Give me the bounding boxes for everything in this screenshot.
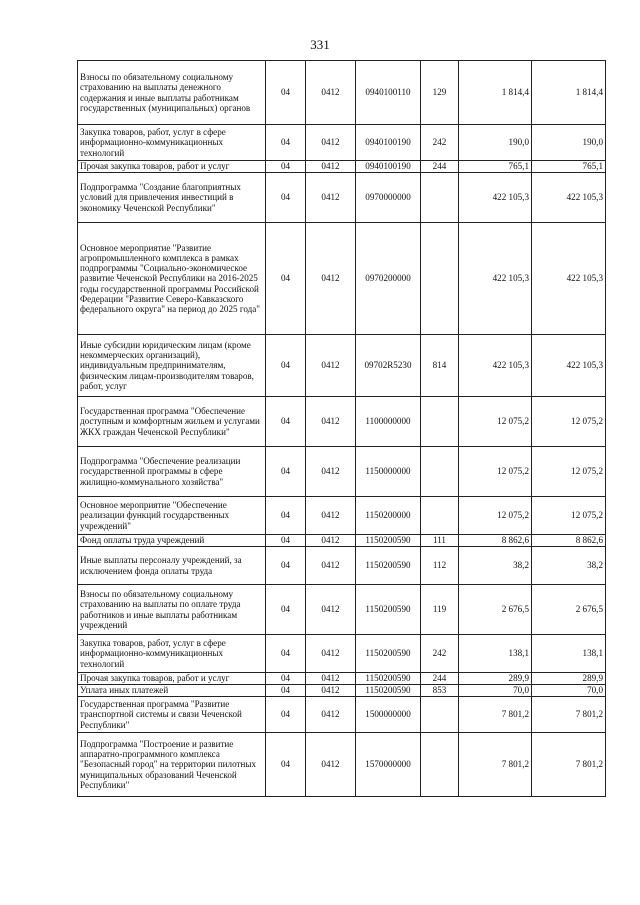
section-code-cell: 04 (266, 547, 306, 585)
subsection-code-cell: 0412 (306, 497, 356, 535)
amount-cell: 38,2 (532, 547, 606, 585)
expense-name-cell: Иные выплаты персоналу учреждений, за исключением фонда оплаты труда (78, 547, 266, 585)
table-row (78, 685, 606, 697)
expense-name-cell: Прочая закупка товаров, работ и услуг (78, 673, 266, 685)
target-article-cell: 1150200590 (356, 685, 421, 697)
amount-cell: 12 075,2 (459, 447, 532, 497)
amount-cell: 765,1 (459, 161, 532, 173)
amount-cell: 765,1 (532, 161, 606, 173)
expense-type-cell: 244 (421, 673, 459, 685)
target-article-cell: 1500000000 (356, 697, 421, 733)
section-code-cell: 04 (266, 673, 306, 685)
amount-cell: 422 105,3 (532, 173, 606, 223)
section-code-cell: 04 (266, 585, 306, 635)
expense-name-cell: Основное мероприятие "Обеспечение реализации функций государственных учреждений" (78, 497, 266, 535)
target-article-cell: 0940100190 (356, 161, 421, 173)
subsection-code-cell: 0412 (306, 535, 356, 547)
subsection-code-cell: 0412 (306, 61, 356, 125)
amount-cell: 70,0 (532, 685, 606, 697)
subsection-code-cell: 0412 (306, 173, 356, 223)
amount-cell: 190,0 (532, 125, 606, 161)
expense-name-cell: Взносы по обязательному социальному страхованию на выплаты денежного содержания и иные выплаты работникам государственных (муниципальных) органов (78, 61, 266, 125)
subsection-code-cell: 0412 (306, 125, 356, 161)
amount-cell: 138,1 (459, 635, 532, 673)
amount-cell: 422 105,3 (459, 173, 532, 223)
target-article-cell: 1150200590 (356, 673, 421, 685)
expense-type-cell: 111 (421, 535, 459, 547)
amount-cell: 138,1 (532, 635, 606, 673)
subsection-code-cell: 0412 (306, 585, 356, 635)
table-row (78, 535, 606, 547)
section-code-cell: 04 (266, 223, 306, 335)
amount-cell: 1 814,4 (532, 61, 606, 125)
target-article-cell: 0940100110 (356, 61, 421, 125)
amount-cell: 12 075,2 (532, 397, 606, 447)
expense-name-cell: Подпрограмма "Обеспечение реализации государственной программы в сфере жилищно-коммунального хозяйства" (78, 447, 266, 497)
amount-cell: 38,2 (459, 547, 532, 585)
section-code-cell: 04 (266, 535, 306, 547)
target-article-cell: 0970000000 (356, 173, 421, 223)
amount-cell: 422 105,3 (532, 223, 606, 335)
subsection-code-cell: 0412 (306, 447, 356, 497)
amount-cell: 7 801,2 (459, 733, 532, 797)
expense-type-cell (421, 447, 459, 497)
table-row (78, 161, 606, 173)
section-code-cell: 04 (266, 685, 306, 697)
table-row (78, 61, 606, 125)
section-code-cell: 04 (266, 497, 306, 535)
section-code-cell: 04 (266, 335, 306, 397)
target-article-cell: 0940100190 (356, 125, 421, 161)
expense-type-cell: 244 (421, 161, 459, 173)
subsection-code-cell: 0412 (306, 547, 356, 585)
expense-name-cell: Основное мероприятие "Развитие агропромышленного комплекса в рамках подпрограммы "Социально-экономическое развитие Чеченской Республики на 2016-2025 годы государственной программы Российской Федерации "Развитие Северо-Кавказского федерального округа" на период до 2025 года" (78, 223, 266, 335)
section-code-cell: 04 (266, 697, 306, 733)
target-article-cell: 1570000000 (356, 733, 421, 797)
table-row (78, 397, 606, 447)
amount-cell: 8 862,6 (532, 535, 606, 547)
target-article-cell: 1150200590 (356, 585, 421, 635)
expense-name-cell: Прочая закупка товаров, работ и услуг (78, 161, 266, 173)
subsection-code-cell: 0412 (306, 335, 356, 397)
amount-cell: 70,0 (459, 685, 532, 697)
expense-type-cell (421, 697, 459, 733)
expense-type-cell: 119 (421, 585, 459, 635)
section-code-cell: 04 (266, 61, 306, 125)
table-row (78, 125, 606, 161)
table-body (78, 61, 606, 797)
expense-name-cell: Взносы по обязательному социальному страхованию на выплаты по оплате труда работников и иные выплаты работникам учреждений (78, 585, 266, 635)
amount-cell: 7 801,2 (532, 697, 606, 733)
section-code-cell: 04 (266, 125, 306, 161)
amount-cell: 2 676,5 (532, 585, 606, 635)
section-code-cell: 04 (266, 635, 306, 673)
subsection-code-cell: 0412 (306, 697, 356, 733)
amount-cell: 8 862,6 (459, 535, 532, 547)
table-row (78, 635, 606, 673)
expense-type-cell: 814 (421, 335, 459, 397)
expense-type-cell: 112 (421, 547, 459, 585)
expense-type-cell: 242 (421, 125, 459, 161)
expense-type-cell: 853 (421, 685, 459, 697)
target-article-cell: 09702R5230 (356, 335, 421, 397)
table-row (78, 497, 606, 535)
amount-cell: 289,9 (532, 673, 606, 685)
section-code-cell: 04 (266, 733, 306, 797)
table-row (78, 697, 606, 733)
subsection-code-cell: 0412 (306, 161, 356, 173)
amount-cell: 7 801,2 (532, 733, 606, 797)
amount-cell: 289,9 (459, 673, 532, 685)
expense-name-cell: Фонд оплаты труда учреждений (78, 535, 266, 547)
amount-cell: 12 075,2 (532, 447, 606, 497)
section-code-cell: 04 (266, 447, 306, 497)
target-article-cell: 1150000000 (356, 447, 421, 497)
expense-name-cell: Подпрограмма "Создание благоприятных условий для привлечения инвестиций в экономику Чеченской Республики" (78, 173, 266, 223)
subsection-code-cell: 0412 (306, 733, 356, 797)
section-code-cell: 04 (266, 173, 306, 223)
subsection-code-cell: 0412 (306, 673, 356, 685)
amount-cell: 190,0 (459, 125, 532, 161)
expense-name-cell: Уплата иных платежей (78, 685, 266, 697)
table-row (78, 585, 606, 635)
amount-cell: 12 075,2 (459, 397, 532, 447)
expense-type-cell: 129 (421, 61, 459, 125)
target-article-cell: 1150200590 (356, 547, 421, 585)
target-article-cell: 1150200000 (356, 497, 421, 535)
amount-cell: 12 075,2 (532, 497, 606, 535)
amount-cell: 1 814,4 (459, 61, 532, 125)
target-article-cell: 1150200590 (356, 635, 421, 673)
expense-type-cell (421, 397, 459, 447)
table-row (78, 447, 606, 497)
expense-name-cell: Подпрограмма "Построение и развитие аппаратно-программного комплекса "Безопасный город" на территории пилотных муниципальных образований Чеченской Республики" (78, 733, 266, 797)
subsection-code-cell: 0412 (306, 397, 356, 447)
expense-name-cell: Закупка товаров, работ, услуг в сфере информационно-коммуникационных технологий (78, 125, 266, 161)
expense-type-cell (421, 173, 459, 223)
expense-name-cell: Государственная программа "Развитие транспортной системы и связи Чеченской Республики" (78, 697, 266, 733)
subsection-code-cell: 0412 (306, 635, 356, 673)
table-row (78, 733, 606, 797)
amount-cell: 422 105,3 (532, 335, 606, 397)
expense-type-cell: 242 (421, 635, 459, 673)
table-row (78, 673, 606, 685)
table-row (78, 547, 606, 585)
expense-name-cell: Закупка товаров, работ, услуг в сфере информационно-коммуникационных технологий (78, 635, 266, 673)
budget-table (77, 60, 606, 797)
section-code-cell: 04 (266, 161, 306, 173)
amount-cell: 422 105,3 (459, 223, 532, 335)
target-article-cell: 0970200000 (356, 223, 421, 335)
subsection-code-cell: 0412 (306, 223, 356, 335)
expense-type-cell (421, 223, 459, 335)
target-article-cell: 1150200590 (356, 535, 421, 547)
table-row (78, 335, 606, 397)
expense-name-cell: Государственная программа "Обеспечение доступным и комфортным жильем и услугами ЖКХ граждан Чеченской Республики" (78, 397, 266, 447)
amount-cell: 2 676,5 (459, 585, 532, 635)
page-number: 331 (310, 37, 330, 52)
expense-name-cell: Иные субсидии юридическим лицам (кроме некоммерческих организаций), индивидуальным предпринимателям, физическим лицам-производителям товаров, работ, услуг (78, 335, 266, 397)
amount-cell: 7 801,2 (459, 697, 532, 733)
table-row (78, 173, 606, 223)
amount-cell: 422 105,3 (459, 335, 532, 397)
amount-cell: 12 075,2 (459, 497, 532, 535)
table-row (78, 223, 606, 335)
section-code-cell: 04 (266, 397, 306, 447)
subsection-code-cell: 0412 (306, 685, 356, 697)
expense-type-cell (421, 497, 459, 535)
target-article-cell: 1100000000 (356, 397, 421, 447)
expense-type-cell (421, 733, 459, 797)
